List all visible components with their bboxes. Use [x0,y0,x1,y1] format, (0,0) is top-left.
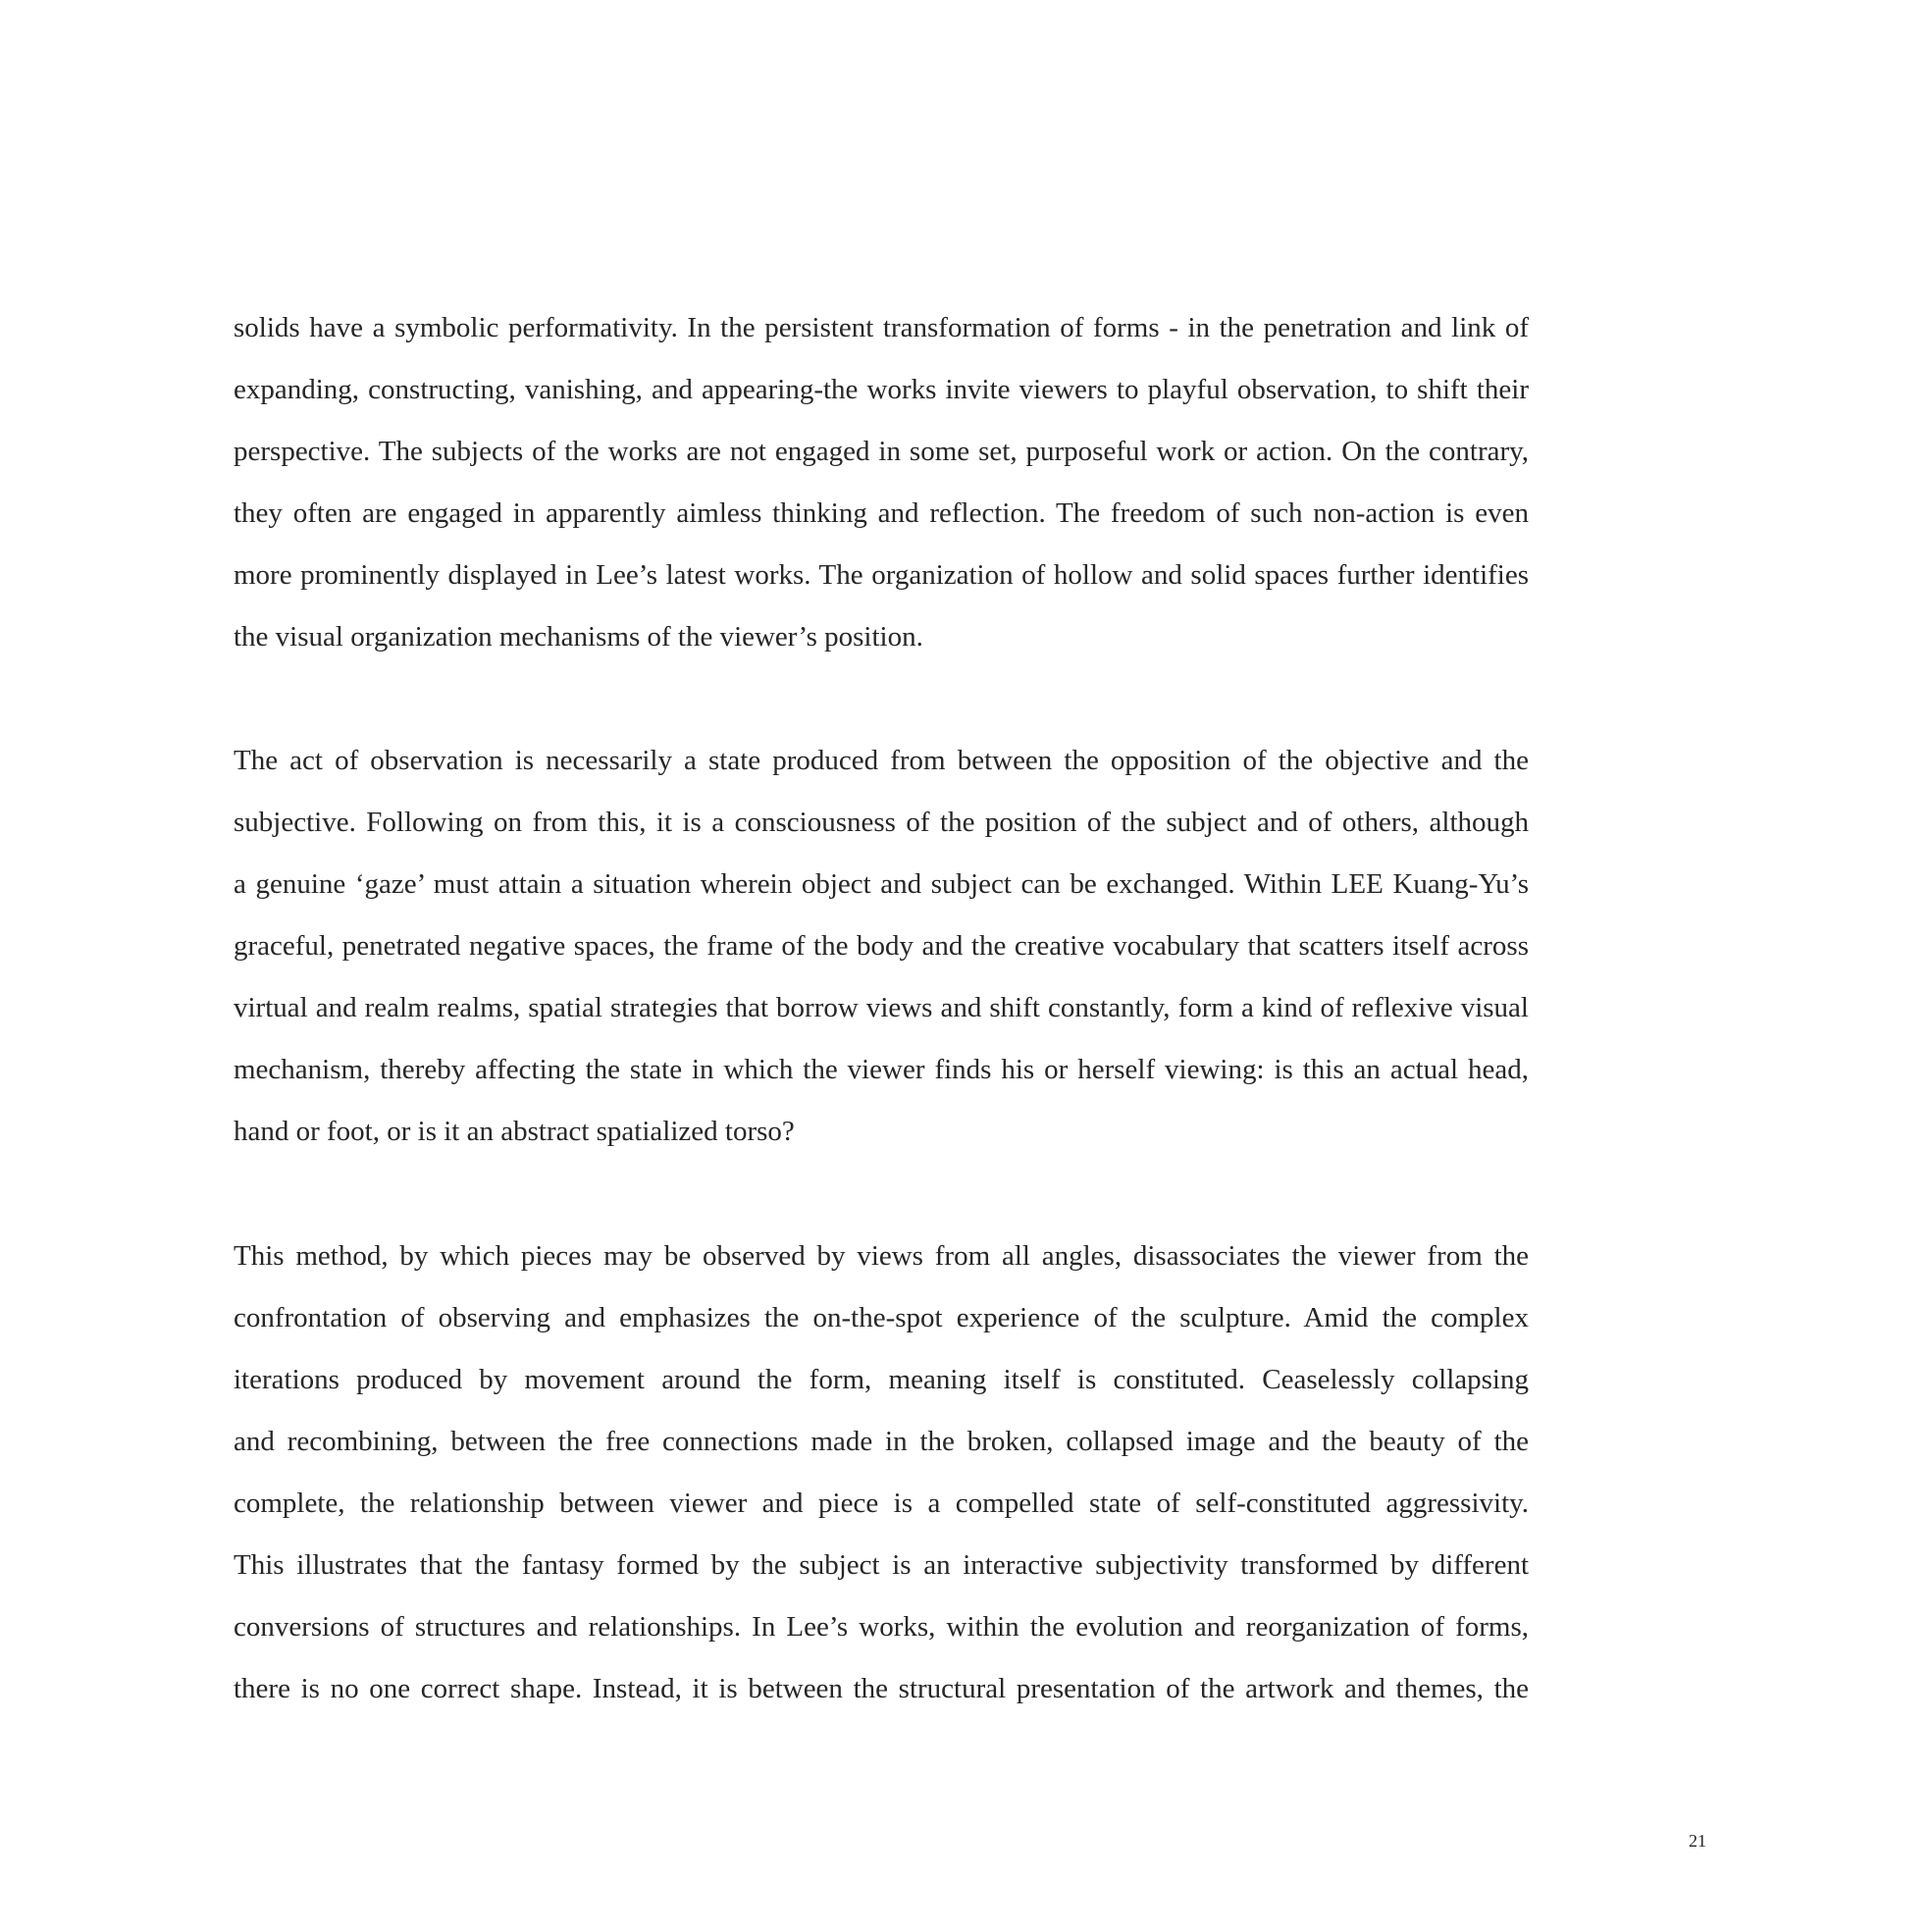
text-line: solids have a symbolic performativity. In the persistent transformation of forms - in the penetration and link of [234,312,1529,343]
text-line: and recombining, between the free connections made in the broken, collapsed image and the beauty of the [234,1426,1529,1457]
page-number: 21 [1689,1831,1706,1851]
text-line: The act of observation is necessarily a state produced from between the opposition of the objective and the [234,745,1529,776]
text-line: mechanism, thereby affecting the state in which the viewer finds his or herself viewing: is this an actual head, [234,1054,1529,1085]
text-line: expanding, constructing, vanishing, and appearing-the works invite viewers to playful observation, to shift their [234,374,1529,405]
text-line: the visual organization mechanisms of the viewer’s position. [234,621,923,653]
text-line: a genuine ‘gaze’ must attain a situation wherein object and subject can be exchanged. Within LEE Kuang-Yu’s [234,868,1529,900]
text-line: there is no one correct shape. Instead, it is between the structural presentation of the artwork and themes, the [234,1673,1529,1704]
text-line: more prominently displayed in Lee’s latest works. The organization of hollow and solid spaces further identifies [234,559,1529,591]
text-line: perspective. The subjects of the works are not engaged in some set, purposeful work or action. On the contrary, [234,436,1529,467]
text-line: This method, by which pieces may be observed by views from all angles, disassociates the viewer from the [234,1240,1529,1272]
text-line: virtual and realm realms, spatial strategies that borrow views and shift constantly, form a kind of reflexive visual [234,992,1529,1023]
text-line: This illustrates that the fantasy formed by the subject is an interactive subjectivity transformed by different [234,1549,1529,1581]
text-line: hand or foot, or is it an abstract spatialized torso? [234,1116,795,1147]
text-line: subjective. Following on from this, it is a consciousness of the position of the subject and of others, although [234,807,1529,838]
text-line: confrontation of observing and emphasizes the on-the-spot experience of the sculpture. Amid the complex [234,1302,1529,1333]
text-line: graceful, penetrated negative spaces, the frame of the body and the creative vocabulary that scatters itself across [234,930,1529,962]
text-line: complete, the relationship between viewer and piece is a compelled state of self-constituted aggressivity. [234,1488,1529,1519]
text-line: conversions of structures and relationships. In Lee’s works, within the evolution and reorganization of forms, [234,1611,1529,1643]
text-line: iterations produced by movement around the form, meaning itself is constituted. Ceaselessly collapsing [234,1364,1529,1395]
text-line: they often are engaged in apparently aimless thinking and reflection. The freedom of such non-action is even [234,497,1529,529]
